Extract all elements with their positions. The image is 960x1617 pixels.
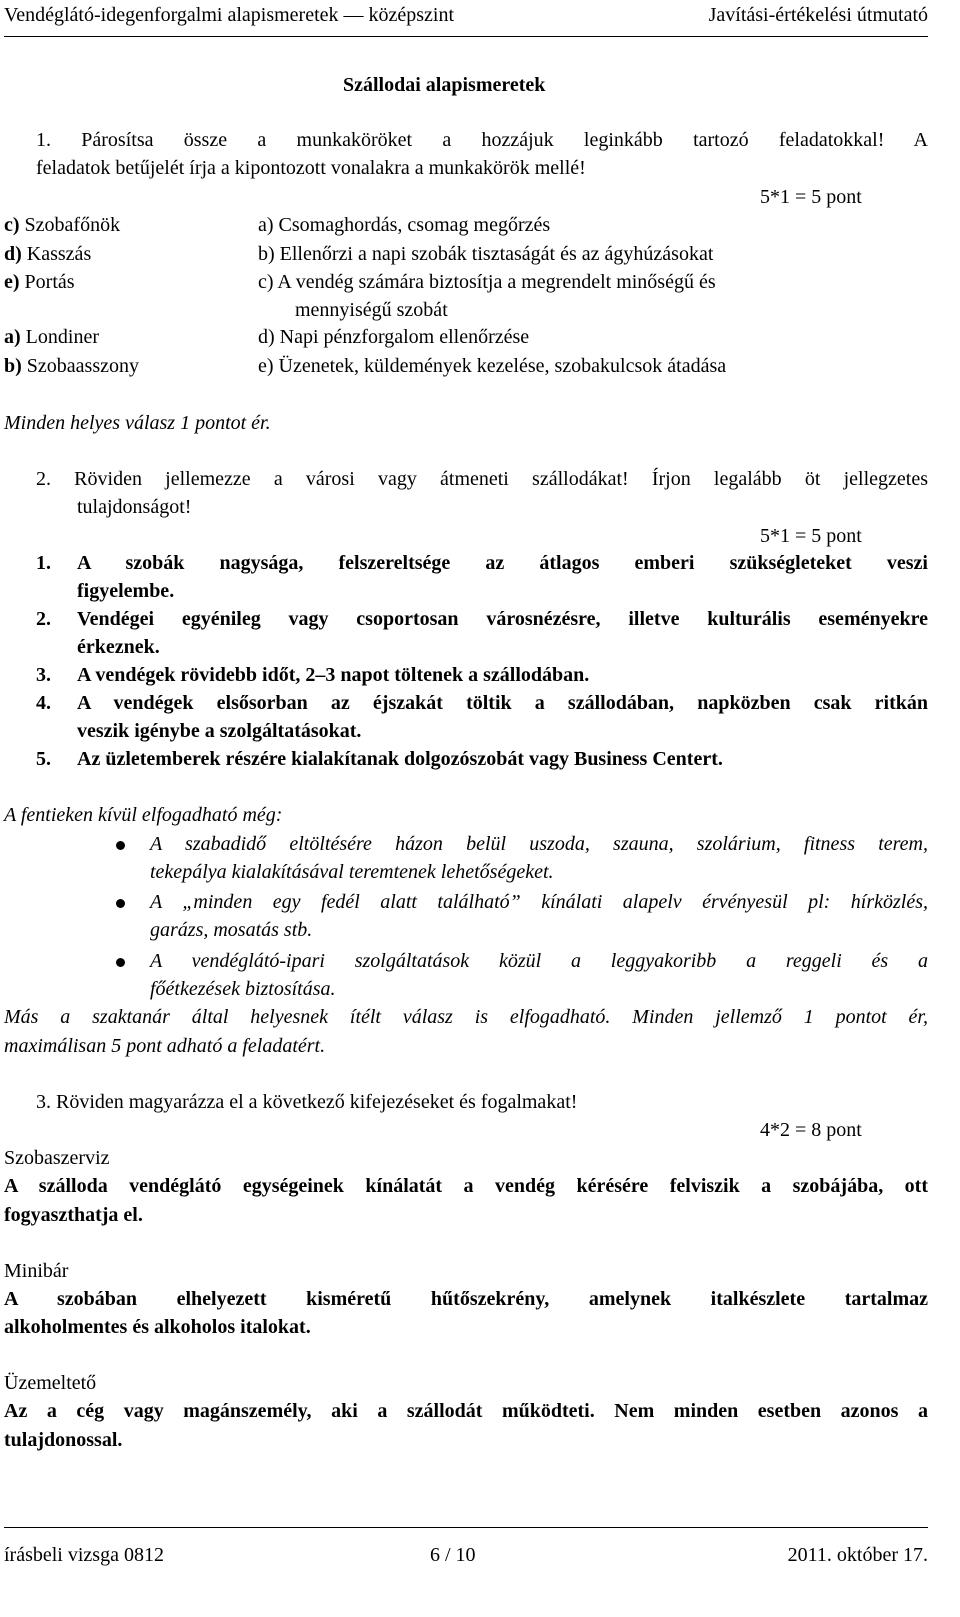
term-definition: Az a cég vagy magánszemély, aki a szállodát működteti. Nem minden esetben azonos a (4, 1400, 928, 1422)
bullet-icon (116, 899, 125, 908)
q2-teacher-note-cont: maximálisan 5 pont adható a feladatért. (4, 1035, 326, 1057)
bullet-icon (116, 841, 125, 850)
term-label: Szobaszerviz (4, 1147, 110, 1169)
term-definition: A szobában elhelyezett kisméretű hűtőszekrény, amelynek italkészlete tartalmaz (4, 1288, 928, 1310)
q1-task-e: e) Üzenetek, küldemények kezelése, szobakulcsok átadása (258, 355, 727, 377)
term-label: Üzemeltető (4, 1372, 97, 1394)
answer-number: 4. (36, 692, 51, 714)
answer-number: 5. (36, 748, 51, 770)
answer-letter: b) (4, 355, 22, 377)
q1-task-c-cont: mennyiségű szobát (295, 299, 448, 321)
answer-number: 2. (36, 608, 51, 630)
also-accepted-label: A fentieken kívül elfogadható még: (4, 804, 283, 826)
footer-left: írásbeli vizsga 0812 (4, 1544, 164, 1566)
q3-line-1: 3. Röviden magyarázza el a következő kifejezéseket és fogalmakat! (36, 1091, 578, 1113)
q1-left-item (4, 270, 75, 294)
q1-left-item (4, 325, 99, 349)
section-title: Szállodai alapismeretek (343, 74, 546, 96)
accepted-bullet-line-cont: tekepálya kialakításával teremtenek lehetőségeket. (150, 861, 554, 883)
q2-line-2: tulajdonságot! (77, 496, 192, 518)
answer-line: A vendégek elsősorban az éjszakát töltik a szállodában, napközben csak ritkán (77, 692, 928, 714)
q2-points: 5*1 = 5 pont (760, 525, 862, 547)
q1-points: 5*1 = 5 pont (760, 186, 862, 208)
answer-line: A szobák nagysága, felszereltsége az átlagos emberi szükségleteket veszi (77, 552, 928, 574)
term-definition-cont: alkoholmentes és alkoholos italokat. (4, 1316, 311, 1338)
q2-line-1: 2. Röviden jellemezze a városi vagy átmeneti szállodákat! Írjon legalább öt jellegzetes (36, 468, 928, 490)
q1-line-2: feladatok betűjelét írja a kipontozott vonalakra a munkakörök mellé! (36, 157, 586, 179)
header-rule (4, 36, 928, 37)
term-label: Minibár (4, 1260, 69, 1282)
answer-letter: a) (4, 326, 21, 348)
job-title: Szobafőnök (24, 214, 121, 236)
q1-task-d: d) Napi pénzforgalom ellenőrzése (258, 326, 530, 348)
bullet-icon (116, 958, 125, 967)
q1-left-item (4, 213, 120, 237)
answer-number: 1. (36, 552, 51, 574)
term-definition-cont: tulajdonossal. (4, 1429, 123, 1451)
q1-left-item (4, 242, 91, 266)
footer-page-number: 6 / 10 (430, 1544, 476, 1566)
answer-line: Vendégei egyénileg vagy csoportosan városnézésre, illetve kulturális eseményekre (77, 608, 928, 630)
job-title: Londiner (25, 326, 99, 348)
header-right: Javítási-értékelési útmutató (708, 4, 928, 26)
answer-letter: c) (4, 214, 20, 236)
job-title: Portás (24, 271, 75, 293)
term-definition-cont: fogyaszthatja el. (4, 1204, 143, 1226)
answer-number: 3. (36, 664, 51, 686)
answer-line-cont: figyelembe. (77, 580, 175, 602)
header-left: Vendéglátó-idegenforgalmi alapismeretek — középszint (4, 4, 455, 26)
answer-line-cont: érkeznek. (77, 636, 160, 658)
accepted-bullet-line: A vendéglátó-ipari szolgáltatások közül a leggyakoribb a reggeli és a (150, 950, 928, 972)
q3-points: 4*2 = 8 pont (760, 1119, 862, 1141)
accepted-bullet-line-cont: főétkezések biztosítása. (150, 978, 336, 1000)
answer-line-cont: veszik igénybe a szolgáltatásokat. (77, 720, 362, 742)
q2-teacher-note: Más a szaktanár által helyesnek ítélt válasz is elfogadható. Minden jellemző 1 pontot ér, (4, 1006, 928, 1028)
term-definition: A szálloda vendéglátó egységeinek kínálatát a vendég kérésére felviszik a szobájába, ott (4, 1175, 928, 1197)
accepted-bullet-line: A „minden egy fedél alatt található” kínálati alapelv érvényesül pl: hírközlés, (150, 891, 928, 913)
job-title: Kasszás (26, 243, 92, 265)
answer-line: Az üzletemberek részére kialakítanak dolgozószobát vagy Business Centert. (77, 748, 723, 770)
q1-task-b: b) Ellenőrzi a napi szobák tisztaságát és az ágyhúzásokat (258, 243, 714, 265)
q1-line-1: 1. Párosítsa össze a munkaköröket a hozzájuk leginkább tartozó feladatokkal! A (36, 129, 928, 151)
accepted-bullet-line-cont: garázs, mosatás stb. (150, 919, 313, 941)
q1-task-c: c) A vendég számára biztosítja a megrendelt minőségű és (258, 271, 716, 293)
answer-line: A vendégek rövidebb időt, 2–3 napot töltenek a szállodában. (77, 664, 590, 686)
accepted-bullet-line: A szabadidő eltöltésére házon belül uszoda, szauna, szolárium, fitness terem, (150, 833, 928, 855)
q1-task-a: a) Csomaghordás, csomag megőrzés (258, 214, 551, 236)
q1-left-item (4, 354, 139, 378)
q1-scoring-note: Minden helyes válasz 1 pontot ér. (4, 412, 271, 434)
footer-rule (4, 1527, 928, 1528)
footer-date: 2011. október 17. (787, 1544, 928, 1566)
job-title: Szobaasszony (26, 355, 139, 377)
answer-letter: e) (4, 271, 20, 293)
answer-letter: d) (4, 243, 22, 265)
